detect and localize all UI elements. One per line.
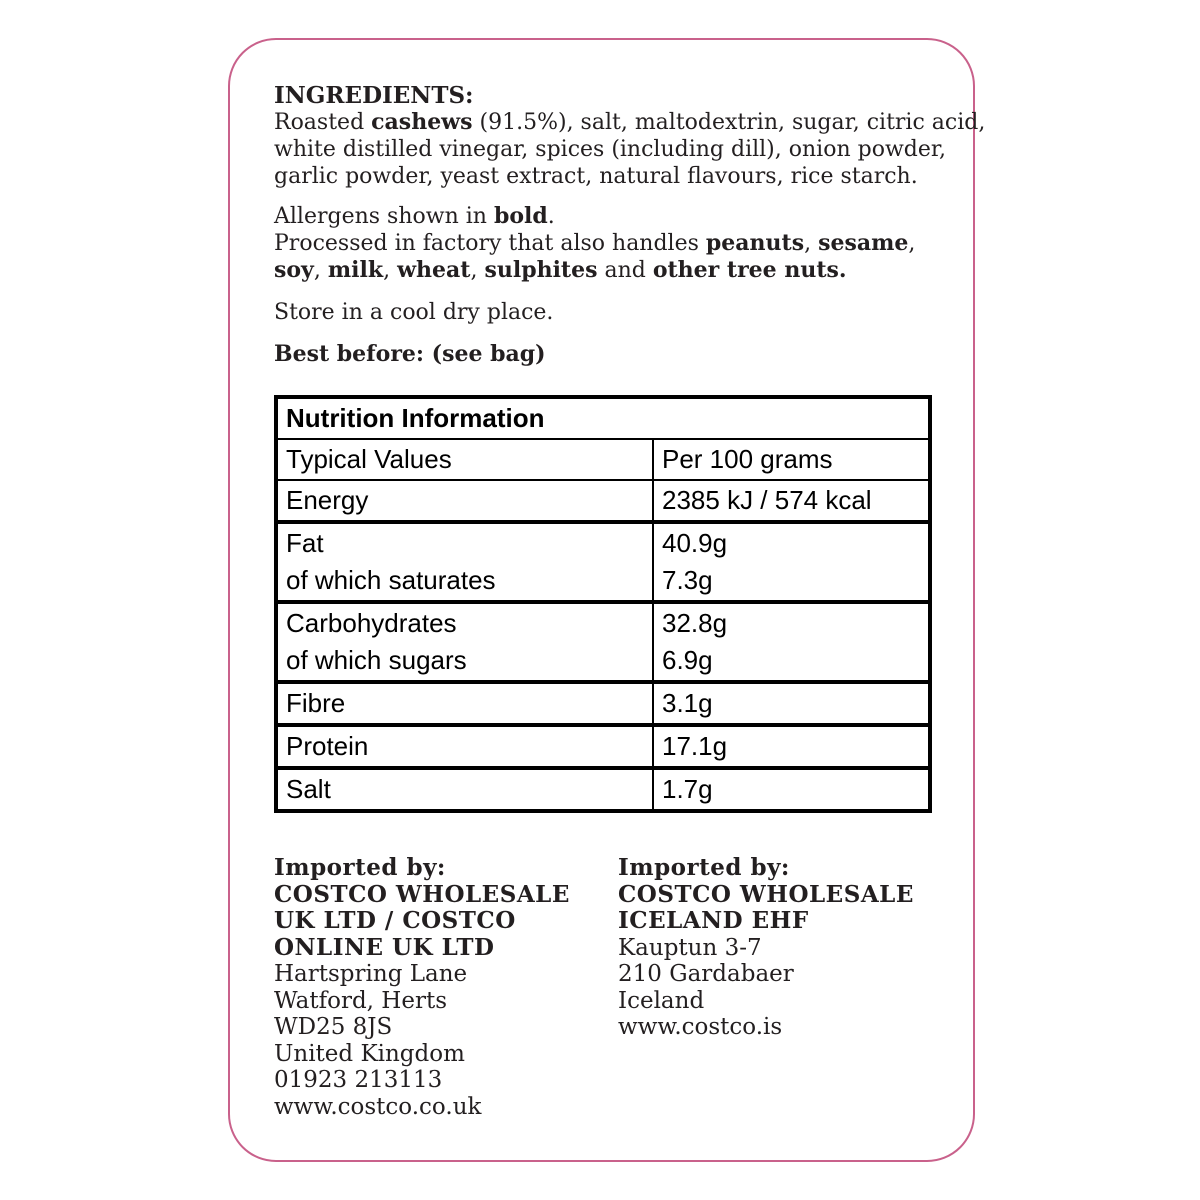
cell-line: 6.9g: [662, 645, 713, 675]
nutrient-name-cell: [276, 522, 653, 602]
table-row: [276, 768, 930, 811]
nutrient-value-cell: [653, 522, 930, 602]
cell-line: 7.3g: [662, 565, 713, 595]
importer-name-line: COSTCO WHOLESALE: [618, 880, 914, 908]
text-line: Roasted cashews (91.5%), salt, maltodextrin, sugar, citric acid,: [274, 109, 986, 135]
cell-line: 40.9g: [662, 528, 728, 558]
importer-address-line: Hartspring Lane: [274, 961, 468, 987]
cell-line: Carbohydrates: [286, 608, 457, 638]
importer-heading: Imported by:: [274, 854, 446, 881]
importer-address-line: WD25 8JS: [274, 1014, 393, 1040]
importer-address-line: Watford, Herts: [274, 987, 448, 1014]
cell-line: Fat: [286, 528, 324, 558]
cell-line: of which saturates: [286, 565, 496, 595]
importer-address-line: United Kingdom: [274, 1040, 465, 1067]
cell-line: 17.1g: [662, 731, 728, 761]
cell-line: 32.8g: [662, 608, 728, 638]
cell-line: of which sugars: [286, 645, 467, 675]
importer-address-line: Kauptun 3-7: [618, 934, 762, 961]
importer-name-line: ONLINE UK LTD: [274, 933, 495, 961]
cell-line: 2385 kJ / 574 kcal: [662, 485, 872, 515]
cell-line: Fibre: [286, 688, 346, 718]
table-row: [276, 397, 930, 439]
table-row: [276, 602, 930, 682]
nutrient-value-cell: [653, 768, 930, 811]
importer-address-line: www.costco.co.uk: [274, 1093, 482, 1120]
importers-section: [274, 855, 937, 1120]
importer-heading: Imported by:: [618, 854, 790, 881]
table-row: [276, 439, 930, 480]
best-before-text: Best before: (see bag): [274, 341, 546, 367]
column-header-label: [276, 439, 653, 480]
importer-name-line: COSTCO WHOLESALE: [274, 880, 570, 908]
cell-line: Per 100 grams: [662, 444, 833, 474]
text-line: white distilled vinegar, spices (including dill), onion powder,: [274, 137, 946, 162]
cell-line: Salt: [286, 774, 331, 804]
cell-line: 3.1g: [662, 688, 713, 718]
table-row: [276, 480, 930, 522]
nutrient-value-cell: [653, 602, 930, 682]
importer-name-line: ICELAND EHF: [618, 907, 809, 934]
nutrition-table: [274, 395, 932, 813]
importer-address-line: 01923 213113: [274, 1067, 443, 1093]
importer-iceland: [618, 855, 937, 1120]
nutrient-name-cell: [276, 725, 653, 768]
text-line: garlic powder, yeast extract, natural flavours, rice starch.: [274, 164, 918, 189]
cell-line: 1.7g: [662, 774, 713, 804]
ingredients-section: [274, 82, 986, 190]
storage-text: Store in a cool dry place.: [274, 300, 554, 325]
text-line: Allergens shown in bold.: [274, 203, 555, 229]
allergens-text: [274, 203, 937, 284]
cell-line: Typical Values: [286, 444, 452, 474]
nutrient-name-cell: [276, 768, 653, 811]
table-row: [276, 682, 930, 725]
nutrient-name-cell: [276, 480, 653, 522]
nutrient-name-cell: [276, 602, 653, 682]
importer-address-line: Iceland: [618, 987, 705, 1014]
table-row: [276, 522, 930, 602]
text-line: Processed in factory that also handles peanuts, sesame,: [274, 230, 916, 256]
nutrition-table-title: [276, 397, 930, 439]
importer-address-line: 210 Gardabaer: [618, 961, 794, 987]
nutrient-name-cell: [276, 682, 653, 725]
nutrient-value-cell: [653, 480, 930, 522]
nutrient-value-cell: [653, 682, 930, 725]
column-header-value: [653, 439, 930, 480]
table-row: [276, 725, 930, 768]
label-card: [228, 38, 986, 1162]
cell-line: Energy: [286, 485, 369, 515]
ingredients-text: [274, 109, 986, 190]
text-line: soy, milk, wheat, sulphites and other tree nuts.: [274, 257, 847, 283]
importer-uk: [274, 855, 618, 1120]
ingredients-heading: INGREDIENTS:: [274, 82, 474, 109]
cell-line: Nutrition Information: [286, 403, 545, 433]
cell-line: Protein: [286, 731, 369, 761]
importer-address-line: www.costco.is: [618, 1014, 783, 1040]
nutrient-value-cell: [653, 725, 930, 768]
importer-name-line: UK LTD / COSTCO: [274, 907, 516, 934]
